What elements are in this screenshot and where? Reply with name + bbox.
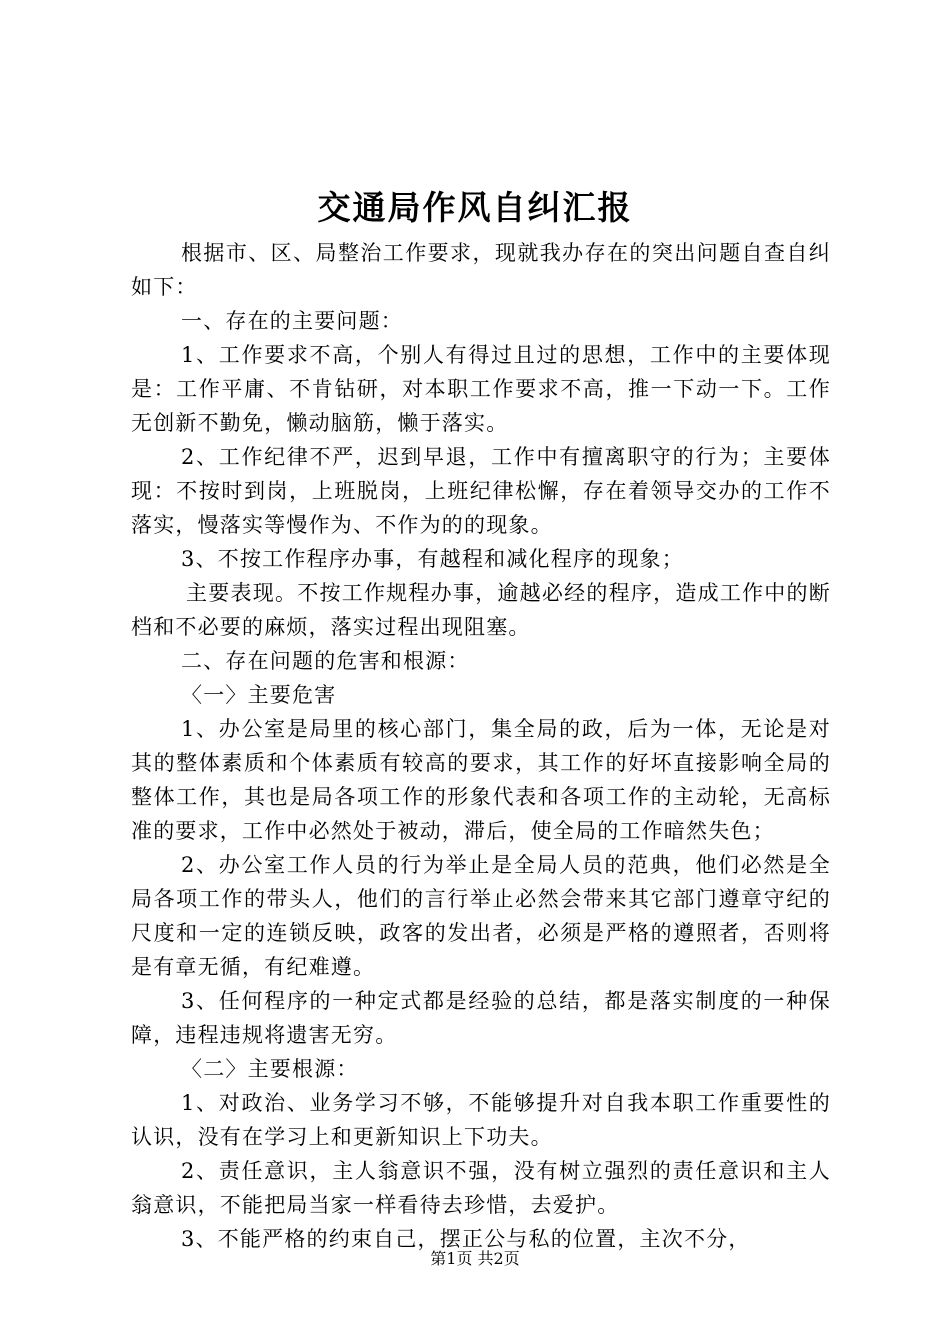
paragraph-harm-1: 1、办公室是局里的核心部门，集全局的政，后为一体，无论是对其的整体素质和个体素质有较高的要求，其工作的好坏直接影响全局的整体工作，其也是局各项工作的形象代表和各项工作的主动轮，无高标准的要求，工作中必然处于被动，滞后，使全局的工作暗然失色； [131,717,831,843]
paragraph-problem-3: 3、不按工作程序办事，有越程和减化程序的现象； [181,547,684,571]
document-body [131,236,831,1256]
paragraph-problem-2: 2、工作纪律不严，迟到早退，工作中有擅离职守的行为；主要体现：不按时到岗，上班脱岗，上班纪律松懈，存在着领导交办的工作不落实，慢落实等慢作为、不作为的的现象。 [131,445,831,537]
paragraph-harm-2: 2、办公室工作人员的行为举止是全局人员的范典，他们必然是全局各项工作的带头人，他们的言行举止必然会带来其它部门遵章守纪的尺度和一定的连锁反映，政客的发出者，必须是严格的遵照者，否则将是有章无循，有纪难遵。 [131,853,831,979]
document-title: 交通局作风自纠汇报 [317,188,633,227]
subheading-roots: 〈二〉主要根源： [181,1057,359,1081]
paragraph-root-1: 1、对政治、业务学习不够，不能够提升对自我本职工作重要性的认识，没有在学习上和更新知识上下功夫。 [131,1091,831,1149]
paragraph-problem-3-detail: 主要表现。不按工作规程办事，逾越必经的程序，造成工作中的断档和不必要的麻烦，落实过程出现阻塞。 [131,581,831,639]
heading-harm-roots: 二、存在问题的危害和根源： [181,649,470,673]
paragraph-root-2: 2、责任意识，主人翁意识不强，没有树立强烈的责任意识和主人翁意识，不能把局当家一样看待去珍惜，去爱护。 [131,1159,831,1217]
page-number-footer: 第1页 共2页 [430,1249,520,1268]
paragraph-root-3: 3、不能严格的约束自己，摆正公与私的位置，主次不分， [181,1227,751,1251]
paragraph-harm-3: 3、任何程序的一种定式都是经验的总结，都是落实制度的一种保障，违程违规将遗害无穷。 [131,989,831,1047]
heading-problems: 一、存在的主要问题： [181,309,403,333]
paragraph-intro: 根据市、区、局整治工作要求，现就我办存在的突出问题自查自纠如下： [131,241,831,299]
subheading-harm: 〈一〉主要危害 [181,683,337,707]
paragraph-problem-1: 1、工作要求不高，个别人有得过且过的思想，工作中的主要体现是：工作平庸、不肯钻研，对本职工作要求不高，推一下动一下。工作无创新不勤免，懒动脑筋，懒于落实。 [131,343,831,435]
